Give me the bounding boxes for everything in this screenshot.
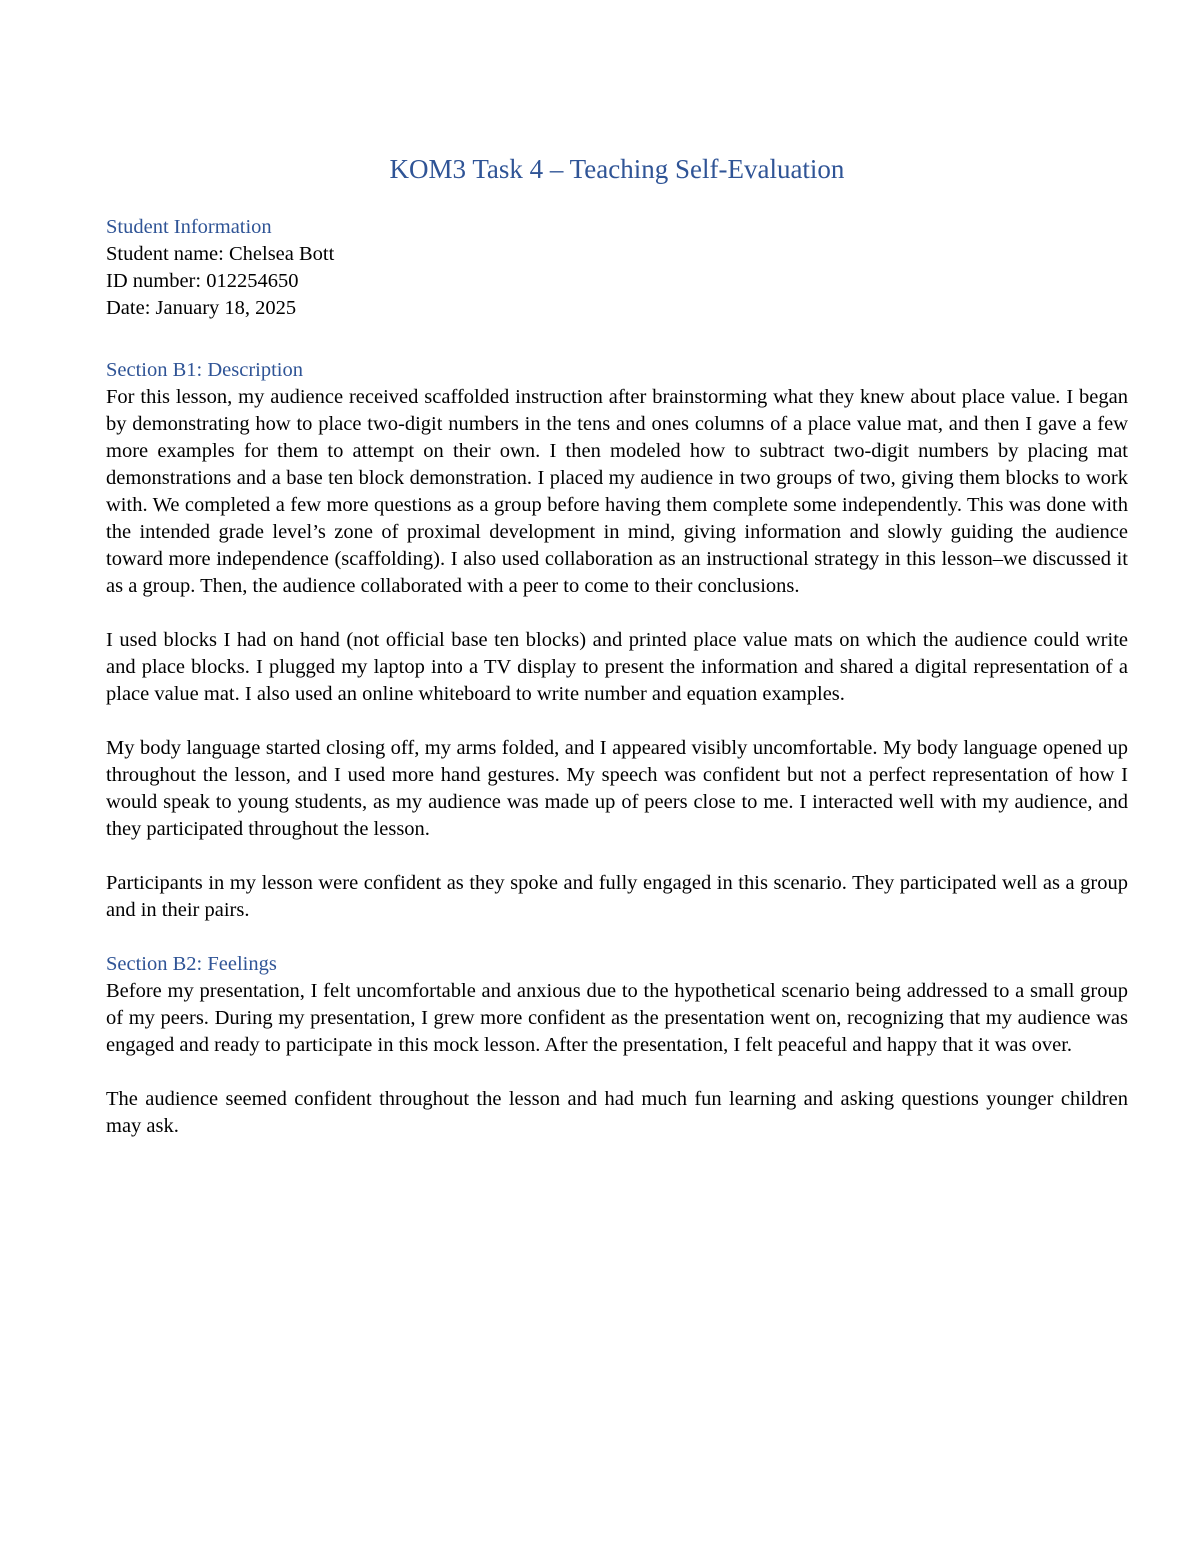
student-info-heading: Student Information — [106, 216, 272, 238]
section-b1-paragraph-4: Participants in my lesson were confident as they spoke and fully engaged in this scenario. They participated well as a group and in their pairs. — [106, 872, 1128, 921]
student-name-line: Student name: Chelsea Bott — [106, 243, 335, 265]
section-b2 — [106, 951, 1128, 1140]
section-b2-heading: Section B2: Feelings — [106, 953, 277, 975]
section-b2-paragraph-2: The audience seemed confident throughout the lesson and had much fun learning and asking questions younger children may ask. — [106, 1088, 1128, 1137]
date-line: Date: January 18, 2025 — [106, 297, 297, 319]
document-page — [106, 150, 1128, 1140]
section-b1 — [106, 357, 1128, 924]
section-b1-heading: Section B1: Description — [106, 359, 304, 381]
student-info-block — [106, 214, 1128, 322]
section-b1-paragraph-1: For this lesson, my audience received scaffolded instruction after brainstorming what they knew about place value. I began by demonstrating how to place two-digit numbers in the tens and ones columns of a place value mat, and then I gave a few more examples for them to attempt on their own. I then modeled how to subtract two-digit numbers by placing mat demonstrations and a base ten block demonstration. I placed my audience in two groups of two, giving them blocks to work with. We completed a few more questions as a group before having them complete some independently. This was done with the intended grade level’s zone of proximal development in mind, giving information and slowly guiding the audience toward more independence (scaffolding). I also used collaboration as an instructional strategy in this lesson–we discussed it as a group. Then, the audience collaborated with a peer to come to their conclusions. — [106, 386, 1128, 597]
section-b1-paragraph-2: I used blocks I had on hand (not official base ten blocks) and printed place value mats on which the audience could write and place blocks. I plugged my laptop into a TV display to present the information and shared a digital representation of a place value mat. I also used an online whiteboard to write number and equation examples. — [106, 629, 1128, 705]
section-b2-paragraph-1: Before my presentation, I felt uncomfortable and anxious due to the hypothetical scenario being addressed to a small group of my peers. During my presentation, I grew more confident as the presentation went on, recognizing that my audience was engaged and ready to participate in this mock lesson. After the presentation, I felt peaceful and happy that it was over. — [106, 980, 1128, 1056]
student-id-line: ID number: 012254650 — [106, 270, 299, 292]
document-title: KOM3 Task 4 – Teaching Self-Evaluation — [389, 154, 845, 184]
section-b1-paragraph-3: My body language started closing off, my arms folded, and I appeared visibly uncomfortable. My body language opened up throughout the lesson, and I used more hand gestures. My speech was confident but not a perfect representation of how I would speak to young students, as my audience was made up of peers close to me. I interacted well with my audience, and they participated throughout the lesson. — [106, 737, 1128, 840]
